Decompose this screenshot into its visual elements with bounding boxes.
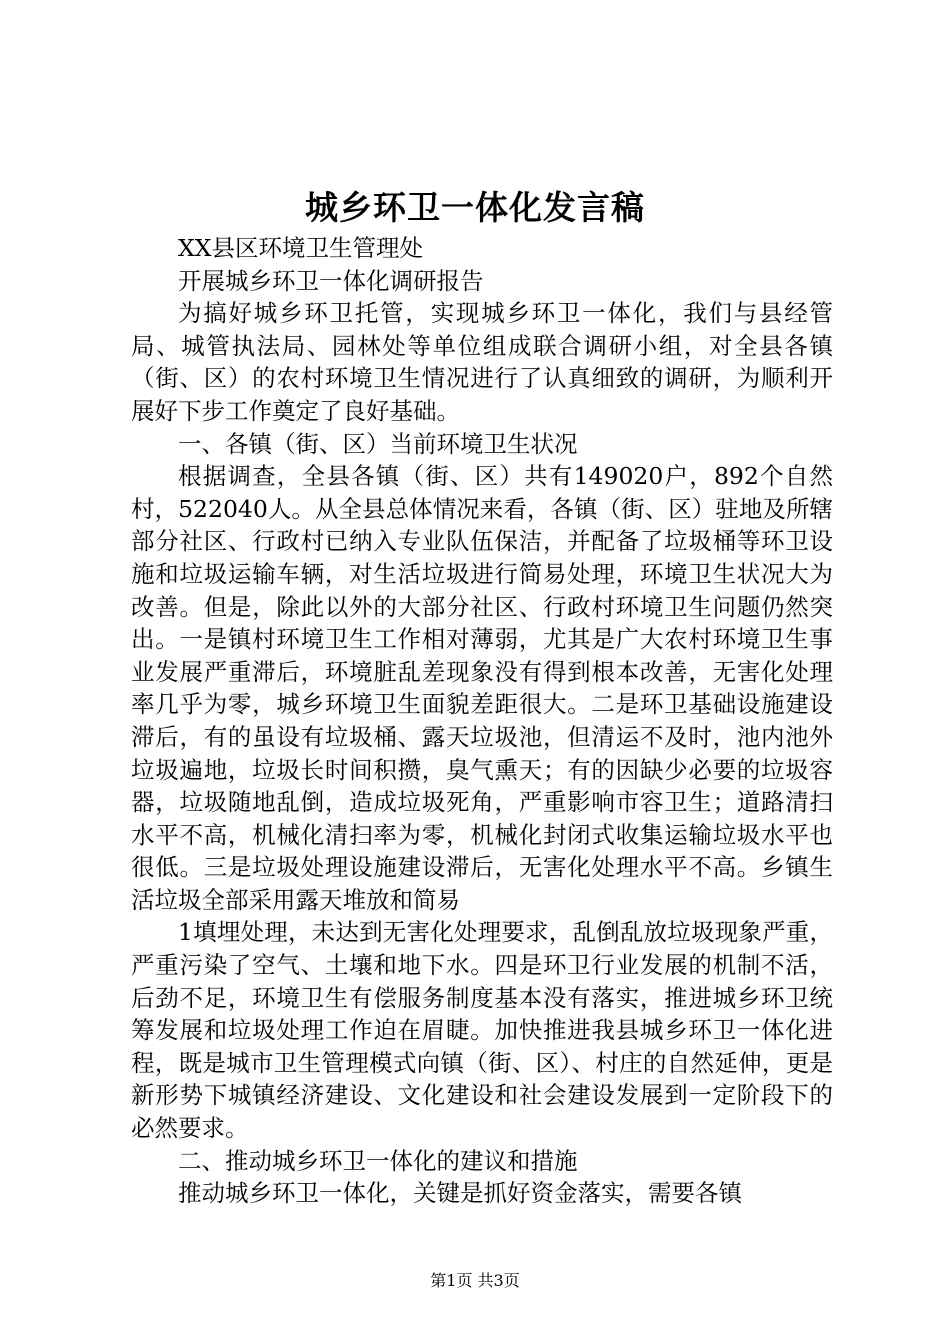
paragraph-intro: 为搞好城乡环卫托管，实现城乡环卫一体化，我们与县经管局、城管执法局、园林处等单位组成联合调研小组，对全县各镇（街、区）的农村环境卫生情况进行了认真细致的调研，为顺利开展好下步工作奠定了良好基础。 [131, 299, 833, 425]
page-footer: 第1页 共3页 [430, 1271, 520, 1290]
paragraph-report-title: 开展城乡环卫一体化调研报告 [178, 266, 484, 295]
paragraph-survey-findings: 根据调查，全县各镇（街、区）共有149020户，892个自然村，522040人。从全县总体情况来看，各镇（街、区）驻地及所辖部分社区、行政村已纳入专业队伍保洁，并配备了垃圾桶等环卫设施和垃圾运输车辆，对生活垃圾进行简易处理，环境卫生状况大为改善。但是，除此以外的大部分社区、行政村环境卫生问题仍然突出。一是镇村环境卫生工作相对薄弱，尤其是广大农村环境卫生事业发展严重滞后，环境脏乱差现象没有得到根本改善，无害化处理率几乎为零，城乡环境卫生面貌差距很大。二是环卫基础设施建设滞后，有的虽设有垃圾桶、露天垃圾池，但清运不及时，池内池外垃圾遍地，垃圾长时间积攒，臭气熏天；有的因缺少必要的垃圾容器，垃圾随地乱倒，造成垃圾死角，严重影响市容卫生；道路清扫水平不高，机械化清扫率为零，机械化封闭式收集运输垃圾水平也很低。三是垃圾处理设施建设滞后，无害化处理水平不高。乡镇生活垃圾全部采用露天堆放和简易 [131, 462, 833, 914]
document-title: 城乡环卫一体化发言稿 [305, 188, 645, 227]
paragraph-landfill-issues: 1填埋处理，未达到无害化处理要求，乱倒乱放垃圾现象严重，严重污染了空气、土壤和地下水。四是环卫行业发展的机制不活，后劲不足，环境卫生有偿服务制度基本没有落实，推进城乡环卫统筹发展和垃圾处理工作迫在眉睫。加快推进我县城乡环卫一体化进程，既是城市卫生管理模式向镇（街、区）、村庄的自然延伸，更是新形势下城镇经济建设、文化建设和社会建设发展到一定阶段下的必然要求。 [131, 918, 833, 1143]
document-body [131, 232, 833, 1210]
section-heading-2: 二、推动城乡环卫一体化的建议和措施 [178, 1146, 578, 1175]
paragraph-org-name: XX县区环境卫生管理处 [178, 234, 423, 262]
paragraph-recommendations: 推动城乡环卫一体化，关键是抓好资金落实，需要各镇 [178, 1179, 742, 1208]
section-heading-1: 一、各镇（街、区）当前环境卫生状况 [178, 429, 578, 458]
